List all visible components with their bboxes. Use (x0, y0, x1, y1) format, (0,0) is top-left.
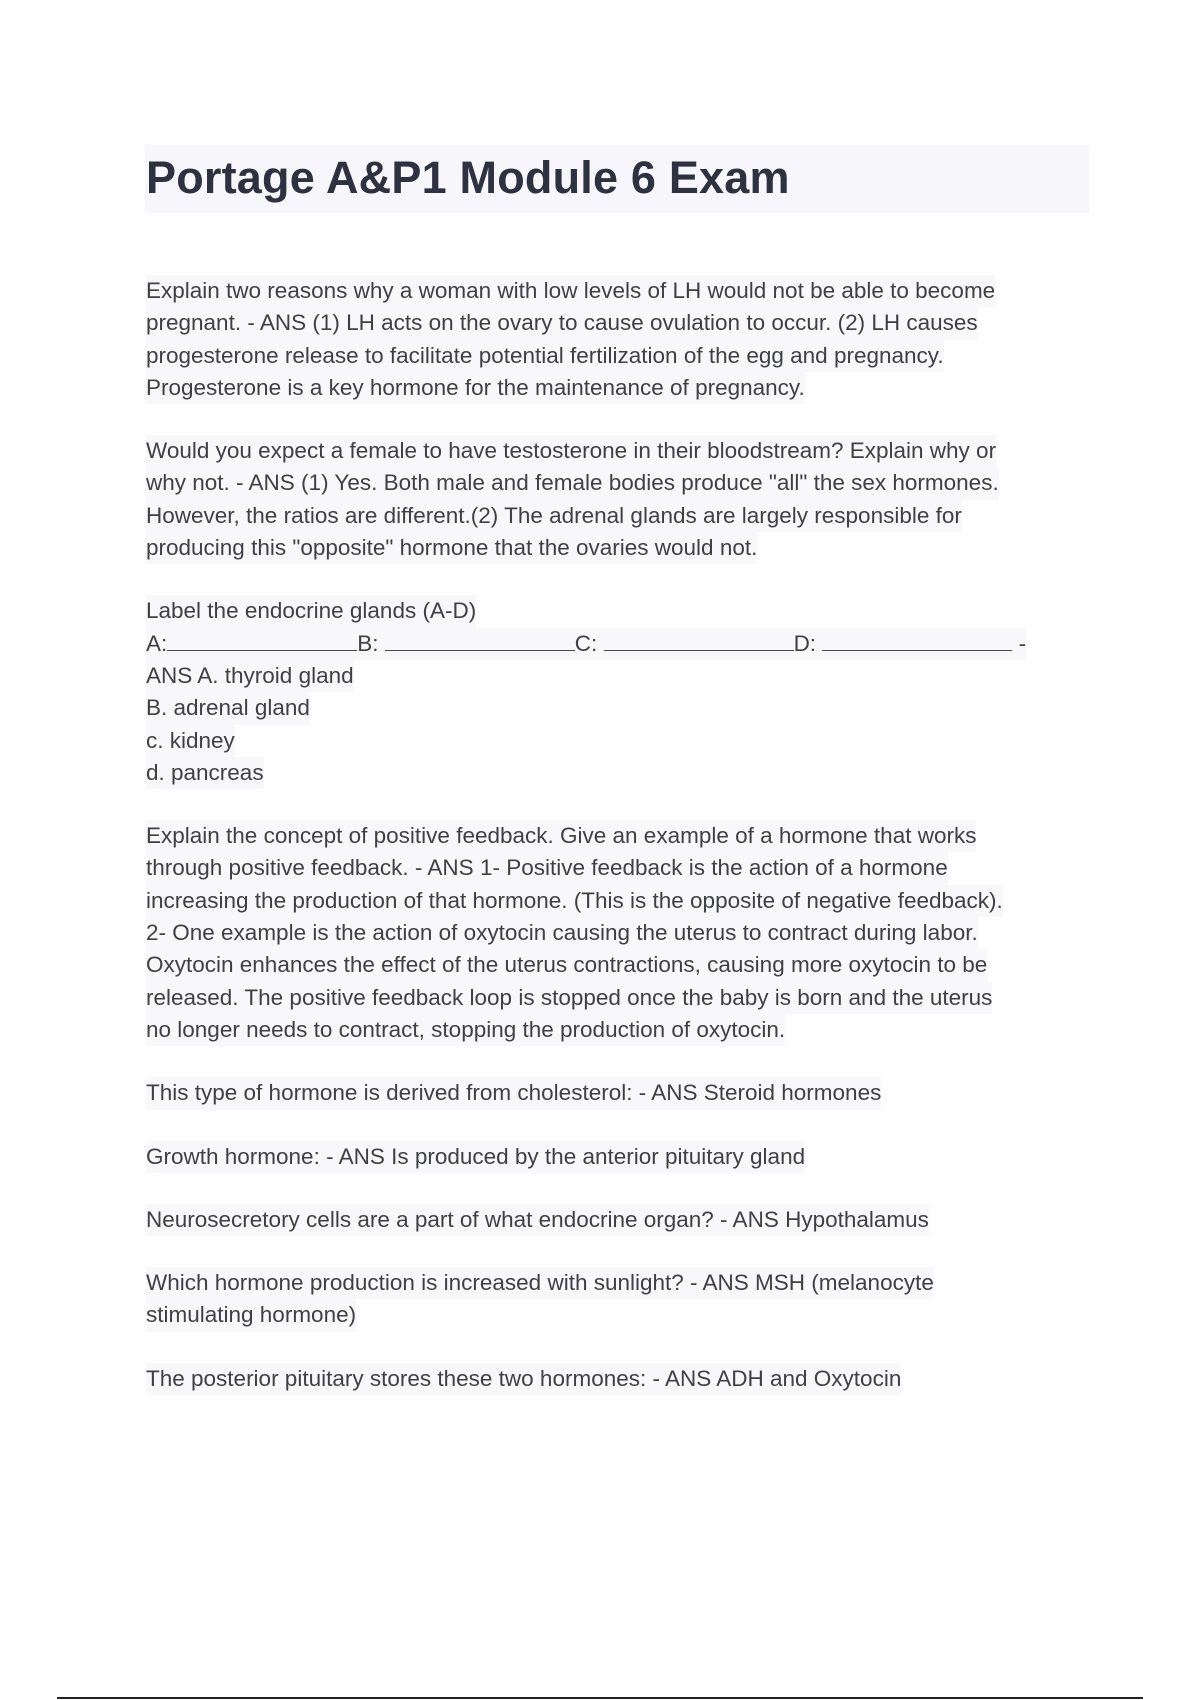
text-line: This type of hormone is derived from cholesterol: - ANS Steroid hormones (146, 1077, 881, 1109)
blank-label-a: A: (146, 630, 168, 656)
text-line: increasing the production of that hormone. (This is the opposite of negative feedback). (146, 885, 1003, 917)
text-line: Explain the concept of positive feedback. Give an example of a hormone that works (146, 820, 976, 852)
text-line: stimulating hormone) (146, 1299, 356, 1331)
qa-item-cholesterol-hormone (146, 1077, 1106, 1109)
qa-item-growth-hormone (146, 1141, 1106, 1173)
answer-line: ANS A. thyroid gland (146, 660, 354, 692)
text-line: Neurosecretory cells are a part of what endocrine organ? - ANS Hypothalamus (146, 1204, 929, 1236)
blank-label-d: D: (793, 630, 817, 656)
qa-item-label-glands (146, 595, 1106, 789)
qa-item-sunlight-hormone (146, 1267, 1106, 1332)
document-body (146, 275, 1106, 1426)
text-line: The posterior pituitary stores these two hormones: - ANS ADH and Oxytocin (146, 1363, 901, 1395)
answer-line: c. kidney (146, 725, 235, 757)
text-line: Which hormone production is increased with sunlight? - ANS MSH (melanocyte (146, 1267, 934, 1299)
qa-item-lh-pregnancy (146, 275, 1106, 404)
qa-item-neurosecretory-cells (146, 1204, 1106, 1236)
qa-item-female-testosterone (146, 435, 1106, 564)
text-line: Growth hormone: - ANS Is produced by the anterior pituitary gland (146, 1141, 805, 1173)
blank-suffix: - (1012, 630, 1027, 656)
qa-item-positive-feedback (146, 820, 1106, 1046)
document-title: Portage A&P1 Module 6 Exam (146, 152, 790, 203)
text-line: However, the ratios are different.(2) The adrenal glands are largely responsible for (146, 500, 962, 532)
text-line: released. The positive feedback loop is stopped once the baby is born and the uterus (146, 982, 992, 1014)
blank-label-b: B: (357, 630, 379, 656)
text-line: progesterone release to facilitate potential fertilization of the egg and pregnancy. (146, 340, 944, 372)
fill-in-blanks-row (146, 628, 1026, 660)
text-line: Would you expect a female to have testosterone in their bloodstream? Explain why or (146, 435, 996, 467)
bottom-divider (57, 1697, 1143, 1699)
blank-line-c (604, 628, 794, 651)
text-line: Explain two reasons why a woman with low levels of LH would not be able to become (146, 275, 995, 307)
text-line: pregnant. - ANS (1) LH acts on the ovary to cause ovulation to occur. (2) LH causes (146, 307, 978, 339)
question-line: Label the endocrine glands (A-D) (146, 595, 476, 627)
text-line: why not. - ANS (1) Yes. Both male and female bodies produce "all" the sex hormones. (146, 467, 999, 499)
text-line: Progesterone is a key hormone for the maintenance of pregnancy. (146, 372, 805, 404)
text-line: through positive feedback. - ANS 1- Positive feedback is the action of a hormone (146, 852, 948, 884)
text-line: no longer needs to contract, stopping the production of oxytocin. (146, 1014, 785, 1046)
text-line: producing this "opposite" hormone that the ovaries would not. (146, 532, 757, 564)
blank-line-a (167, 628, 357, 651)
text-line: Oxytocin enhances the effect of the uterus contractions, causing more oxytocin to be (146, 949, 987, 981)
answer-line: B. adrenal gland (146, 692, 310, 724)
blank-label-c: C: (574, 630, 598, 656)
qa-item-posterior-pituitary (146, 1363, 1106, 1395)
answer-line: d. pancreas (146, 757, 264, 789)
blank-line-b (385, 628, 575, 651)
text-line: 2- One example is the action of oxytocin causing the uterus to contract during labor. (146, 917, 978, 949)
blank-line-d (822, 628, 1012, 651)
